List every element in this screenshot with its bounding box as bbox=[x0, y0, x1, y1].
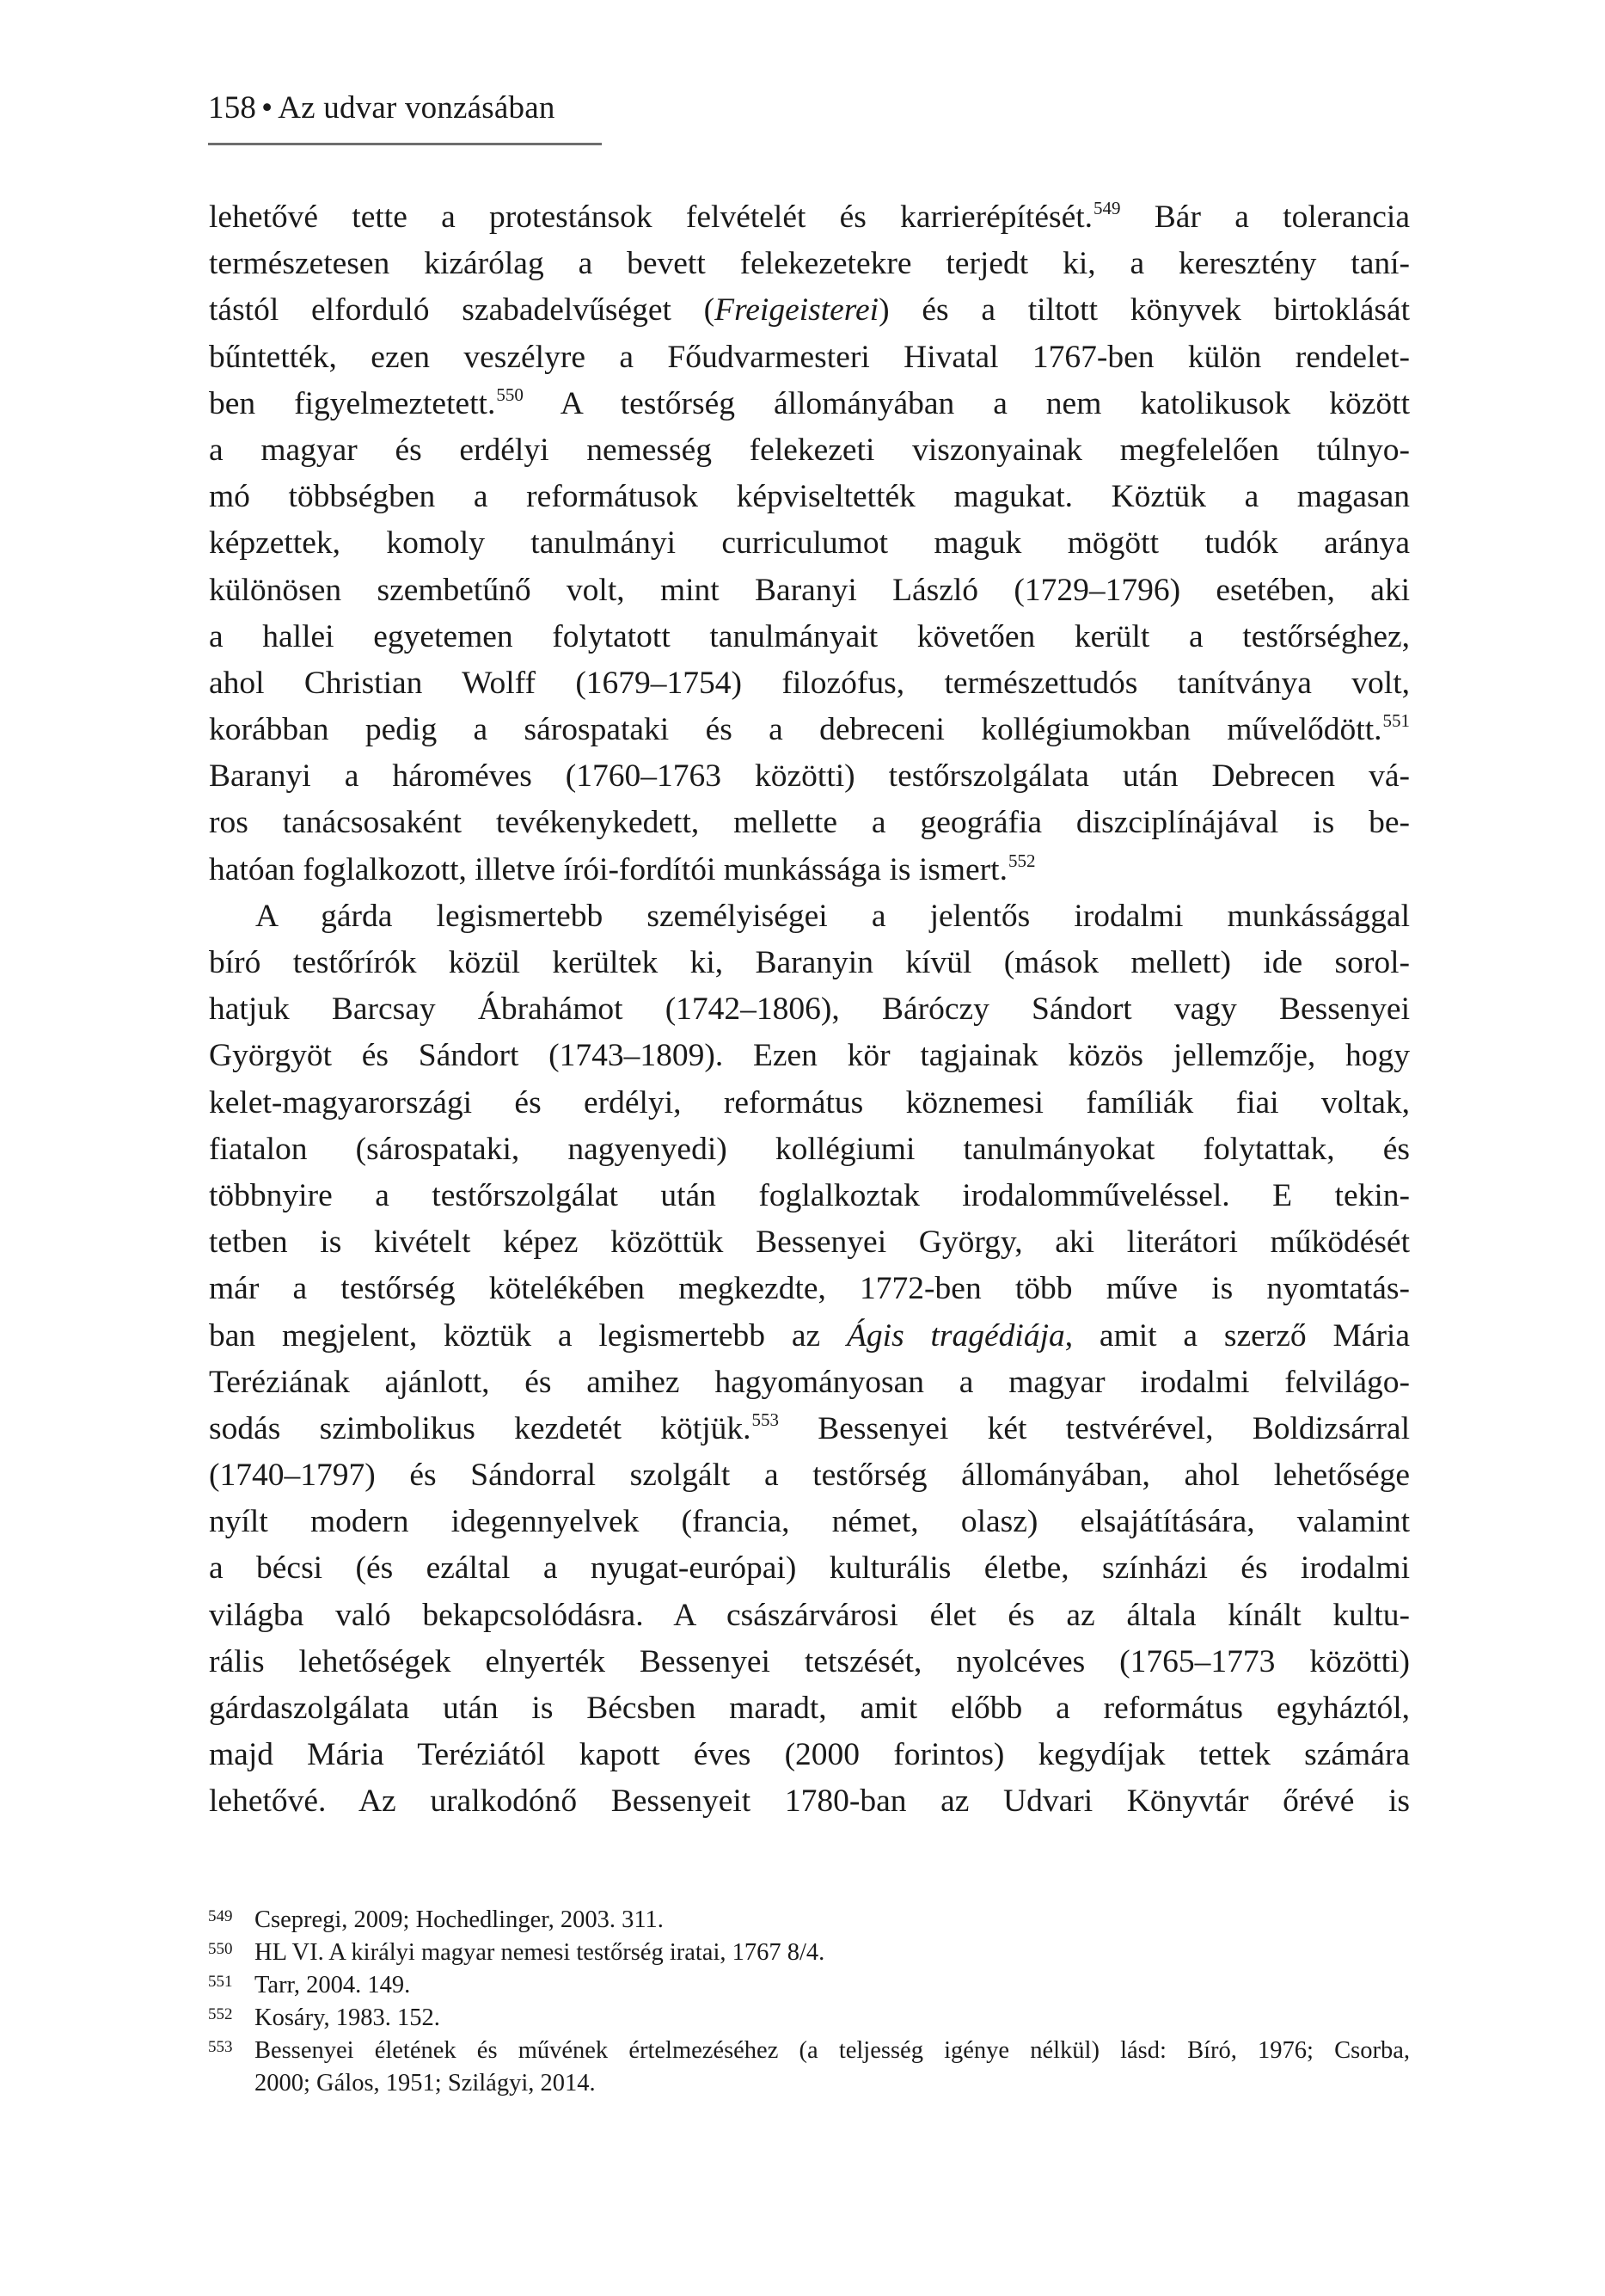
text-segment: ) és a tiltott könyvek birtoklását bbox=[879, 292, 1410, 328]
text-segment: különösen szembetűnő volt, mint Baranyi László (1729–1796) esetében, aki bbox=[209, 572, 1410, 608]
text-segment: bíró testőrírók közül kerültek ki, Baranyin kívül (mások mellett) ide sorol- bbox=[209, 945, 1410, 980]
footnote-text: HL VI. A királyi magyar nemesi testőrség iratai, 1767 8/4. bbox=[254, 1939, 825, 1966]
text-segment: Baranyi a hároméves (1760–1763 közötti) testőrszolgálata után Debrecen vá- bbox=[209, 758, 1410, 795]
footnote bbox=[208, 1937, 1410, 1969]
text-line bbox=[209, 287, 1410, 334]
footnote-reference[interactable]: 552 bbox=[1008, 850, 1036, 871]
text-line bbox=[209, 1266, 1410, 1312]
text-line bbox=[209, 335, 1410, 381]
text-line bbox=[209, 1360, 1410, 1406]
text-segment: mó többségben a reformátusok képviseltették magukat. Köztük a magasan bbox=[209, 479, 1410, 515]
text-segment: világba való bekapcsolódásra. A császárvárosi élet és az általa kínált kultu- bbox=[209, 1597, 1410, 1633]
text-segment: ros tanácsosaként tevékenykedett, mellette a geográfia diszciplínájával is be- bbox=[209, 805, 1410, 841]
text-line bbox=[209, 986, 1410, 1033]
text-line bbox=[209, 1452, 1410, 1499]
text-line bbox=[209, 707, 1410, 753]
text-line bbox=[209, 1173, 1410, 1219]
footnote-number: 549 bbox=[208, 1907, 233, 1925]
text-line bbox=[209, 1080, 1410, 1127]
text-segment: majd Mária Teréziától kapott éves (2000 forintos) kegydíjak tettek számára bbox=[209, 1737, 1410, 1773]
text-segment: Bessenyei két testvérével, Boldizsárral bbox=[779, 1410, 1410, 1446]
text-line bbox=[209, 1732, 1410, 1778]
text-segment: bűntették, ezen veszélyre a Főudvarmesteri Hivatal 1767-ben külön rendelet- bbox=[209, 339, 1410, 375]
text-line bbox=[209, 1313, 1410, 1360]
footnote-number: 551 bbox=[208, 1973, 233, 1991]
footnote bbox=[208, 1904, 1410, 1937]
text-segment: hatjuk Barcsay Ábrahámot (1742–1806), Báróczy Sándort vagy Bessenyei bbox=[209, 991, 1410, 1028]
text-line bbox=[209, 800, 1410, 846]
text-line bbox=[209, 520, 1410, 567]
text-line bbox=[209, 194, 1410, 241]
footnote-number: 550 bbox=[208, 1940, 233, 1958]
text-segment: A testőrség állományában a nem katolikusok között bbox=[523, 385, 1410, 421]
text-line bbox=[209, 847, 1410, 893]
footnote-number: 553 bbox=[208, 2038, 233, 2056]
text-line bbox=[209, 1685, 1410, 1732]
footnote-reference[interactable]: 551 bbox=[1382, 710, 1410, 732]
text-line bbox=[209, 474, 1410, 520]
footnote-text: 2000; Gálos, 1951; Szilágyi, 2014. bbox=[254, 2070, 596, 2096]
footnote-text: Bessenyei életének és művének értelmezéséhez (a teljesség igénye nélkül) lásd: Bíró, 1976; Csorba, bbox=[254, 2037, 1410, 2064]
footnote-number: 552 bbox=[208, 2005, 233, 2023]
text-line bbox=[209, 753, 1410, 800]
text-line bbox=[209, 1593, 1410, 1639]
text-segment: lehetővé tette a protestánsok felvételét és karrierépítését. bbox=[209, 200, 1093, 235]
text-segment: többnyire a testőrszolgálat után foglalkoztak irodalomműveléssel. E tekin- bbox=[209, 1177, 1410, 1213]
text-segment: hatóan foglalkozott, illetve írói-fordítói munkássága is ismert. bbox=[209, 851, 1008, 887]
text-segment: ahol Christian Wolff (1679–1754) filozófus, természettudós tanítványa volt, bbox=[209, 665, 1410, 701]
text-segment: tástól elforduló szabadelvűséget ( bbox=[209, 292, 715, 328]
text-segment: már a testőrség kötelékében megkezdte, 1772-ben több műve is nyomtatás- bbox=[209, 1271, 1410, 1307]
text-segment: tetben is kivételt képez közöttük Bessenyei György, aki literátori működését bbox=[209, 1225, 1410, 1261]
text-line bbox=[209, 1219, 1410, 1266]
text-line bbox=[209, 940, 1410, 986]
footnote bbox=[208, 2035, 1410, 2100]
text-line bbox=[209, 1778, 1410, 1825]
text-segment: (1740–1797) és Sándorral szolgált a testőrség állományában, ahol lehetősége bbox=[209, 1458, 1410, 1494]
footnote-text: Kosáry, 1983. 152. bbox=[254, 2004, 440, 2031]
text-segment: A gárda legismertebb személyiségei a jelentős irodalmi munkássággal bbox=[255, 898, 1410, 934]
footnote-text: Tarr, 2004. 149. bbox=[254, 1972, 411, 1998]
text-segment: ben figyelmeztetett. bbox=[209, 385, 496, 421]
text-segment: nyílt modern idegennyelvek (francia, német, olasz) elsajátítására, valamint bbox=[209, 1504, 1410, 1540]
footnote bbox=[208, 1969, 1410, 2002]
text-line bbox=[209, 427, 1410, 474]
text-segment: ban megjelent, köztük a legismertebb az bbox=[209, 1317, 847, 1354]
text-segment: a magyar és erdélyi nemesség felekezeti viszonyainak megfelelően túlnyo- bbox=[209, 432, 1410, 468]
text-segment: korábban pedig a sárospataki és a debreceni kollégiumokban művelődött. bbox=[209, 712, 1382, 748]
text-segment: Györgyöt és Sándort (1743–1809). Ezen kör tagjainak közös jellemzője, hogy bbox=[209, 1038, 1410, 1074]
text-line bbox=[209, 893, 1410, 940]
page-number: 158 bbox=[208, 90, 257, 126]
header-rule bbox=[208, 143, 602, 145]
text-segment: Bár a tolerancia bbox=[1120, 200, 1410, 235]
bullet-separator: • bbox=[261, 90, 273, 126]
running-title: Az udvar vonzásában bbox=[278, 90, 555, 126]
text-segment: Teréziának ajánlott, és amihez hagyományosan a magyar irodalmi felvilágo- bbox=[209, 1364, 1410, 1400]
text-line bbox=[209, 614, 1410, 660]
text-segment: természetesen kizárólag a bevett felekezetekre terjedt ki, a keresztény taní- bbox=[209, 246, 1410, 282]
footnote bbox=[208, 2002, 1410, 2035]
text-line bbox=[209, 1406, 1410, 1452]
italic-text: Ágis tragédiája bbox=[847, 1317, 1065, 1354]
text-line bbox=[209, 568, 1410, 614]
footnotes bbox=[208, 1904, 1410, 2100]
running-head bbox=[208, 89, 555, 127]
text-segment: rális lehetőségek elnyerték Bessenyei tetszését, nyolcéves (1765–1773 közötti) bbox=[209, 1643, 1410, 1679]
footnote-reference[interactable]: 553 bbox=[751, 1409, 780, 1430]
text-segment: fiatalon (sárospataki, nagyenyedi) kollégiumi tanulmányokat folytattak, és bbox=[209, 1131, 1410, 1167]
text-segment: a hallei egyetemen folytatott tanulmányait követően került a testőrséghez, bbox=[209, 618, 1410, 654]
footnote-text: Csepregi, 2009; Hochedlinger, 2003. 311. bbox=[254, 1906, 664, 1933]
text-line bbox=[209, 1499, 1410, 1545]
footnote-reference[interactable]: 550 bbox=[496, 384, 524, 405]
text-line bbox=[209, 1545, 1410, 1592]
text-segment: kelet-magyarországi és erdélyi, református köznemesi famíliák fiai voltak, bbox=[209, 1084, 1410, 1120]
text-segment: sodás szimbolikus kezdetét kötjük. bbox=[209, 1410, 751, 1446]
text-line bbox=[209, 1033, 1410, 1079]
italic-text: Freigeisterei bbox=[714, 292, 879, 328]
text-segment: lehetővé. Az uralkodónő Bessenyeit 1780-ban az Udvari Könyvtár őrévé is bbox=[209, 1783, 1410, 1820]
text-segment: képzettek, komoly tanulmányi curriculumot maguk mögött tudók aránya bbox=[209, 525, 1410, 562]
text-line bbox=[209, 381, 1410, 427]
text-line bbox=[209, 1127, 1410, 1173]
body-text bbox=[209, 194, 1410, 1826]
text-segment: gárdaszolgálata után is Bécsben maradt, amit előbb a református egyháztól, bbox=[209, 1691, 1410, 1726]
text-segment: a bécsi (és ezáltal a nyugat-európai) kulturális életbe, színházi és irodalmi bbox=[209, 1550, 1410, 1587]
text-line bbox=[209, 660, 1410, 707]
text-line bbox=[209, 241, 1410, 287]
text-segment: , amit a szerző Mária bbox=[1064, 1317, 1410, 1354]
text-line bbox=[209, 1639, 1410, 1685]
footnote-reference[interactable]: 549 bbox=[1093, 198, 1121, 218]
